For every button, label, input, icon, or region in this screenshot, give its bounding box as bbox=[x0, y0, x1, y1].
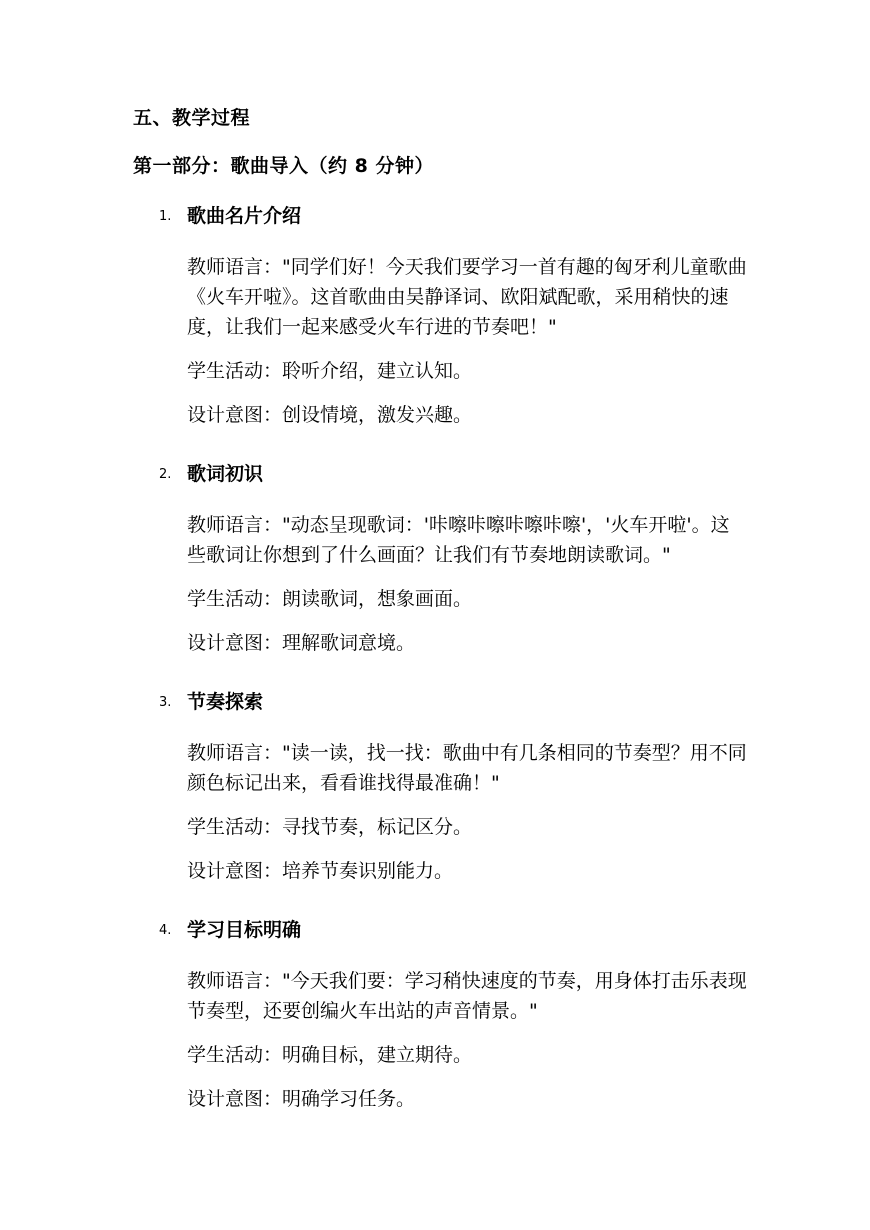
list-item-title-row bbox=[133, 916, 750, 944]
student-activity: 学生活动：明确目标，建立期待。 bbox=[187, 1044, 473, 1066]
list-item-number: 2. bbox=[159, 467, 172, 482]
list-item-body bbox=[133, 510, 750, 658]
list-item-title: 学习目标明确 bbox=[187, 919, 302, 941]
list-item-title: 节奏探索 bbox=[187, 691, 264, 713]
list-item-number: 1. bbox=[159, 209, 172, 224]
student-activity: 学生活动：朗读歌词，想象画面。 bbox=[187, 588, 473, 610]
design-intent: 设计意图：培养节奏识别能力。 bbox=[187, 860, 454, 882]
design-intent: 设计意图：创设情境，激发兴趣。 bbox=[187, 404, 473, 426]
list-item bbox=[133, 460, 750, 658]
part-heading: 第一部分：歌曲导入（约 8 分钟） bbox=[133, 155, 434, 177]
list-item-title-row bbox=[133, 202, 750, 230]
list-item-title: 歌词初识 bbox=[187, 463, 264, 485]
list-item-body bbox=[133, 738, 750, 886]
list-item bbox=[133, 688, 750, 886]
design-intent: 设计意图：明确学习任务。 bbox=[187, 1088, 416, 1110]
section-heading: 五、教学过程 bbox=[133, 107, 251, 129]
teacher-language: 教师语言："同学们好！今天我们要学习一首有趣的匈牙利儿童歌曲《火车开啦》。这首歌曲由吴静译词、欧阳斌配歌，采用稍快的速度，让我们一起来感受火车行进的节奏吧！" bbox=[187, 256, 747, 338]
list-item-body bbox=[133, 252, 750, 430]
list-item-number: 4. bbox=[159, 923, 172, 938]
list-item bbox=[133, 202, 750, 430]
teacher-language: 教师语言："读一读，找一找：歌曲中有几条相同的节奏型？用不同颜色标记出来，看看谁找得最准确！" bbox=[187, 742, 747, 794]
list-item-body bbox=[133, 966, 750, 1114]
student-activity: 学生活动：聆听介绍，建立认知。 bbox=[187, 360, 473, 382]
list-item bbox=[133, 916, 750, 1114]
design-intent: 设计意图：理解歌词意境。 bbox=[187, 632, 416, 654]
student-activity: 学生活动：寻找节奏，标记区分。 bbox=[187, 816, 473, 838]
list-item-title: 歌曲名片介绍 bbox=[187, 205, 302, 227]
list-item-title-row bbox=[133, 688, 750, 716]
list-item-title-row bbox=[133, 460, 750, 488]
teacher-language: 教师语言："动态呈现歌词：'咔嚓咔嚓咔嚓咔嚓'，'火车开啦'。这些歌词让你想到了什么画面？让我们有节奏地朗读歌词。" bbox=[187, 514, 730, 566]
list-item-number: 3. bbox=[159, 695, 172, 710]
teacher-language: 教师语言："今天我们要：学习稍快速度的节奏，用身体打击乐表现节奏型，还要创编火车出站的声音情景。" bbox=[187, 970, 747, 1022]
